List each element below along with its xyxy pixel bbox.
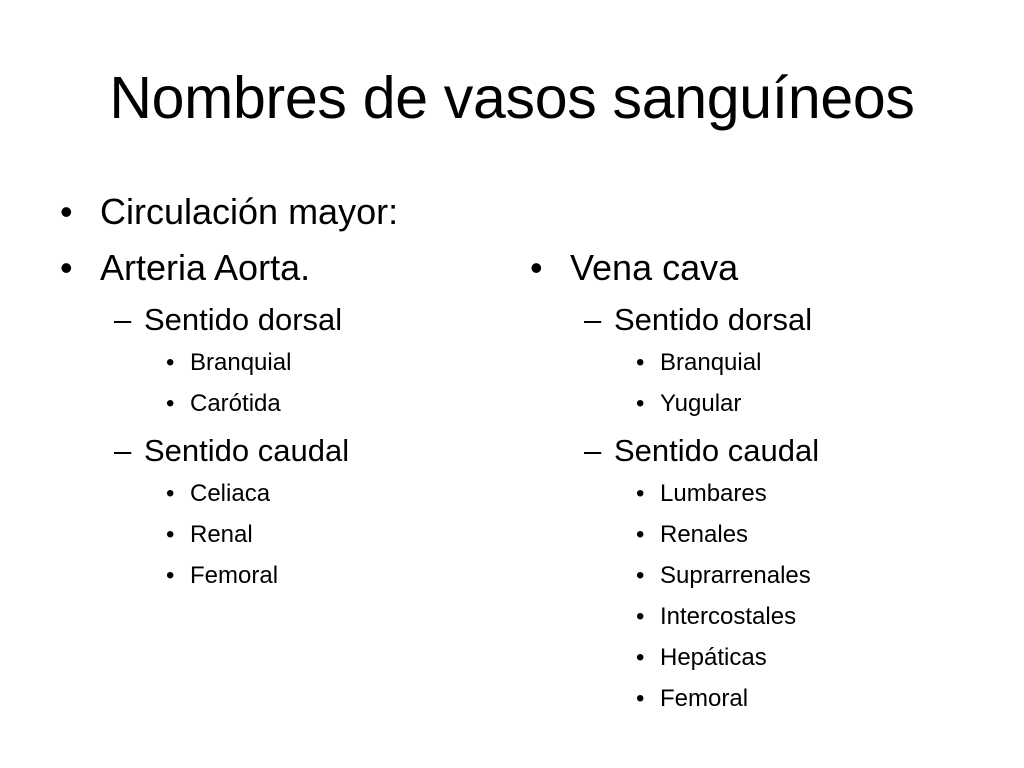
- bullet-marker: •: [166, 562, 175, 589]
- bullet-marker: •: [166, 480, 175, 507]
- sublist-heading-dorsal: [60, 300, 398, 345]
- list-item: [530, 558, 819, 599]
- sublist-heading-caudal: [60, 431, 398, 476]
- bullet-marker: •: [166, 349, 175, 376]
- list-item-label: Carótida: [190, 390, 281, 417]
- list-item: [530, 681, 819, 722]
- bullet-marker: •: [636, 349, 645, 376]
- list-item: [60, 517, 398, 558]
- dash-marker: –: [584, 433, 602, 468]
- list-item-label: Vena cava: [570, 247, 739, 288]
- list-item-label: Femoral: [190, 562, 279, 589]
- list-item: [530, 640, 819, 681]
- sublist-label: Sentido dorsal: [144, 302, 343, 337]
- left-column: [60, 188, 398, 599]
- bullet-marker: •: [636, 685, 645, 712]
- list-item-label: Intercostales: [660, 603, 797, 630]
- sublist-label: Sentido dorsal: [614, 302, 813, 337]
- list-item-label: Arteria Aorta.: [100, 247, 311, 288]
- list-item-label: Hepáticas: [660, 644, 767, 671]
- sublist-label: Sentido caudal: [614, 433, 820, 468]
- list-item-label: Celiaca: [190, 480, 271, 507]
- list-item-label: Yugular: [660, 390, 742, 417]
- list-item-arteria-aorta: [60, 244, 398, 300]
- bullet-marker: •: [636, 480, 645, 507]
- list-item-label: Branquial: [190, 349, 292, 376]
- list-item: [60, 345, 398, 386]
- list-item-label: Circulación mayor:: [100, 191, 399, 232]
- list-item: [530, 345, 819, 386]
- list-item: [60, 558, 398, 599]
- slide-title: Nombres de vasos sanguíneos: [109, 65, 915, 131]
- bullet-marker: •: [636, 521, 645, 548]
- list-item: [60, 476, 398, 517]
- list-item-label: Renal: [190, 521, 253, 548]
- list-item: [530, 386, 819, 427]
- list-item-intro: [60, 188, 398, 244]
- bullet-marker: •: [166, 521, 175, 548]
- bullet-marker: •: [636, 390, 645, 417]
- list-item-label: Suprarrenales: [660, 562, 811, 589]
- list-item: [530, 517, 819, 558]
- list-item-label: Branquial: [660, 349, 762, 376]
- dash-marker: –: [584, 302, 602, 337]
- sublist-label: Sentido caudal: [144, 433, 350, 468]
- dash-marker: –: [114, 302, 132, 337]
- bullet-marker: •: [636, 644, 645, 671]
- sublist-heading-caudal: [530, 431, 819, 476]
- list-item-label: Renales: [660, 521, 749, 548]
- bullet-marker: •: [166, 390, 175, 417]
- list-item: [530, 476, 819, 517]
- bullet-marker: •: [60, 191, 73, 232]
- bullet-marker: •: [60, 247, 73, 288]
- list-item: [60, 386, 398, 427]
- dash-marker: –: [114, 433, 132, 468]
- bullet-marker: •: [636, 562, 645, 589]
- list-item: [530, 599, 819, 640]
- list-item-vena-cava: [530, 244, 819, 300]
- bullet-marker: •: [530, 247, 543, 288]
- bullet-marker: •: [636, 603, 645, 630]
- list-item-label: Lumbares: [660, 480, 767, 507]
- right-column: [530, 244, 819, 722]
- list-item-label: Femoral: [660, 685, 749, 712]
- sublist-heading-dorsal: [530, 300, 819, 345]
